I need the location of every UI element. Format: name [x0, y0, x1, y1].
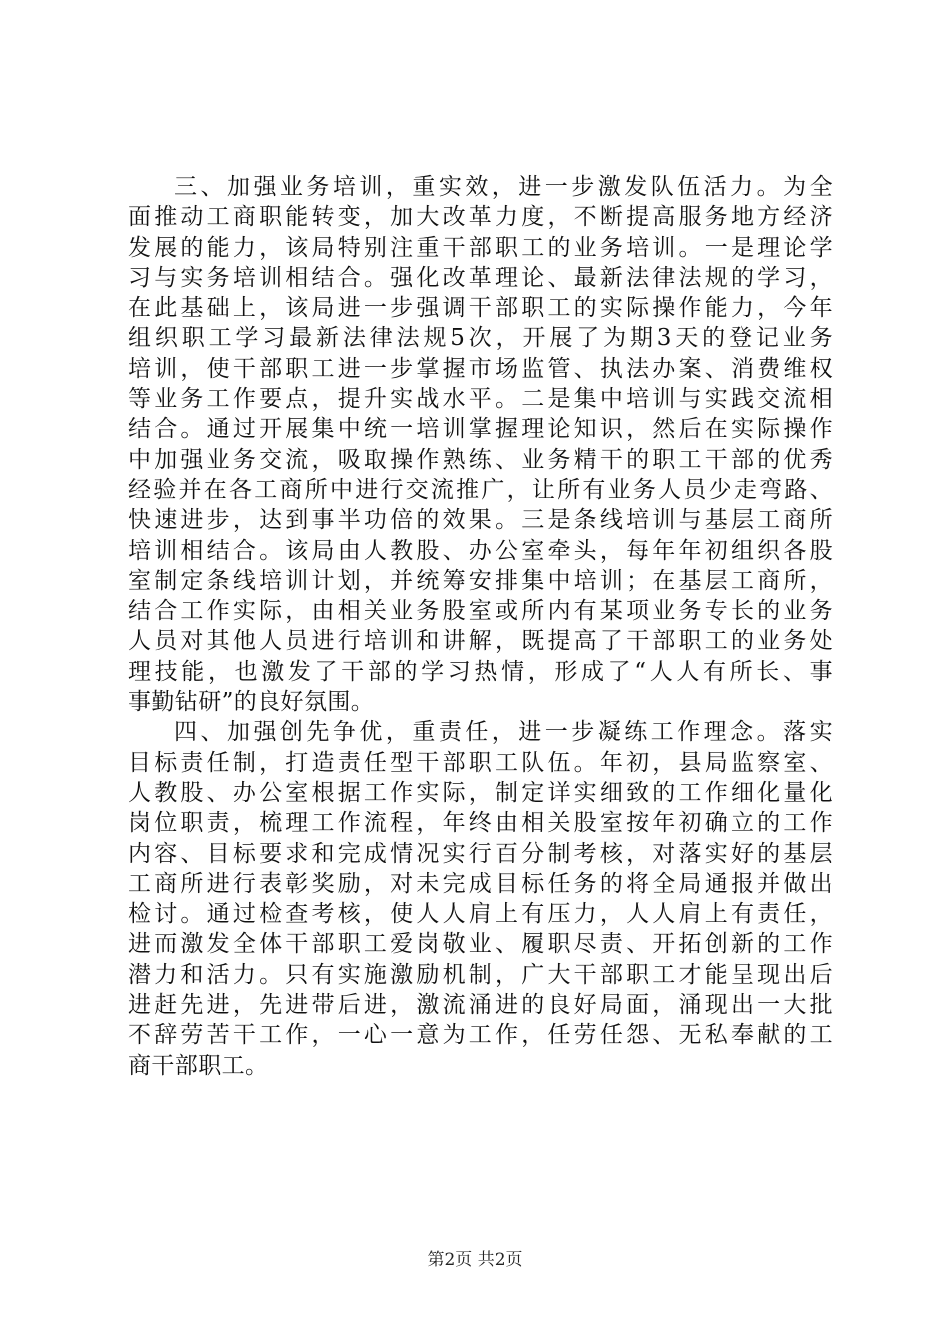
paragraph-line: 四、加强创先争优，重责任，进一步凝练工作理念。落实 [174, 719, 833, 746]
paragraph-line: 人教股、办公室根据工作实际，制定详实细致的工作细化量化 [128, 779, 833, 806]
paragraph-line: 培训相结合。该局由人教股、办公室牵头，每年年初组织各股 [128, 537, 833, 564]
paragraph-section-3 [128, 172, 833, 717]
paragraph-line: 中加强业务交流，吸取操作熟练、业务精干的职工干部的优秀 [128, 446, 833, 473]
page-footer: 第2页 共2页 [427, 1250, 523, 1270]
paragraph-line: 等业务工作要点，提升实战水平。二是集中培训与实践交流相 [128, 386, 833, 413]
paragraph-line: 经验并在各工商所中进行交流推广，让所有业务人员少走弯路、 [128, 476, 833, 503]
paragraph-line: 发展的能力，该局特别注重干部职工的业务培训。一是理论学 [128, 234, 833, 261]
paragraph-line: 岗位职责，梳理工作流程，年终由相关股室按年初确立的工作 [128, 810, 833, 837]
paragraph-line: 检讨。通过检查考核，使人人肩上有压力，人人肩上有责任， [128, 901, 833, 928]
paragraph-line: 室制定条线培训计划，并统筹安排集中培训；在基层工商所， [128, 567, 833, 594]
paragraph-line: 进而激发全体干部职工爱岗敬业、履职尽责、开拓创新的工作 [128, 931, 833, 958]
paragraph-line: 事勤钻研”的良好氛围。 [128, 689, 375, 716]
paragraph-line: 工商所进行表彰奖励，对未完成目标任务的将全局通报并做出 [128, 870, 833, 897]
paragraph-section-4 [128, 717, 833, 1081]
paragraph-line: 潜力和活力。只有实施激励机制，广大干部职工才能呈现出后 [128, 961, 833, 988]
paragraph-line: 商干部职工。 [128, 1052, 269, 1079]
document-body [128, 172, 833, 1081]
paragraph-line: 在此基础上，该局进一步强调干部职工的实际操作能力，今年 [128, 295, 833, 322]
paragraph-line: 内容、目标要求和完成情况实行百分制考核，对落实好的基层 [128, 840, 833, 867]
paragraph-line: 三、加强业务培训，重实效，进一步激发队伍活力。为全 [174, 174, 833, 200]
paragraph-line: 结合工作实际，由相关业务股室或所内有某项业务专长的业务 [128, 598, 833, 625]
paragraph-line: 理技能，也激发了干部的学习热情，形成了“人人有所长、事 [128, 658, 833, 685]
paragraph-line: 快速进步，达到事半功倍的效果。三是条线培训与基层工商所 [128, 507, 833, 534]
paragraph-line: 组织职工学习最新法律法规5次，开展了为期3天的登记业务 [128, 325, 833, 352]
paragraph-line: 习与实务培训相结合。强化改革理论、最新法律法规的学习， [128, 264, 833, 291]
paragraph-line: 结合。通过开展集中统一培训掌握理论知识，然后在实际操作 [128, 416, 833, 443]
paragraph-line: 人员对其他人员进行培训和讲解，既提高了干部职工的业务处 [128, 628, 833, 655]
paragraph-line: 目标责任制，打造责任型干部职工队伍。年初，县局监察室、 [128, 749, 833, 776]
paragraph-line: 面推动工商职能转变，加大改革力度，不断提高服务地方经济 [128, 204, 833, 231]
paragraph-line: 不辞劳苦干工作，一心一意为工作，任劳任怨、无私奉献的工 [128, 1022, 833, 1049]
paragraph-line: 培训，使干部职工进一步掌握市场监管、执法办案、消费维权 [128, 355, 833, 382]
paragraph-line: 进赶先进，先进带后进，激流涌进的良好局面，涌现出一大批 [128, 992, 833, 1019]
